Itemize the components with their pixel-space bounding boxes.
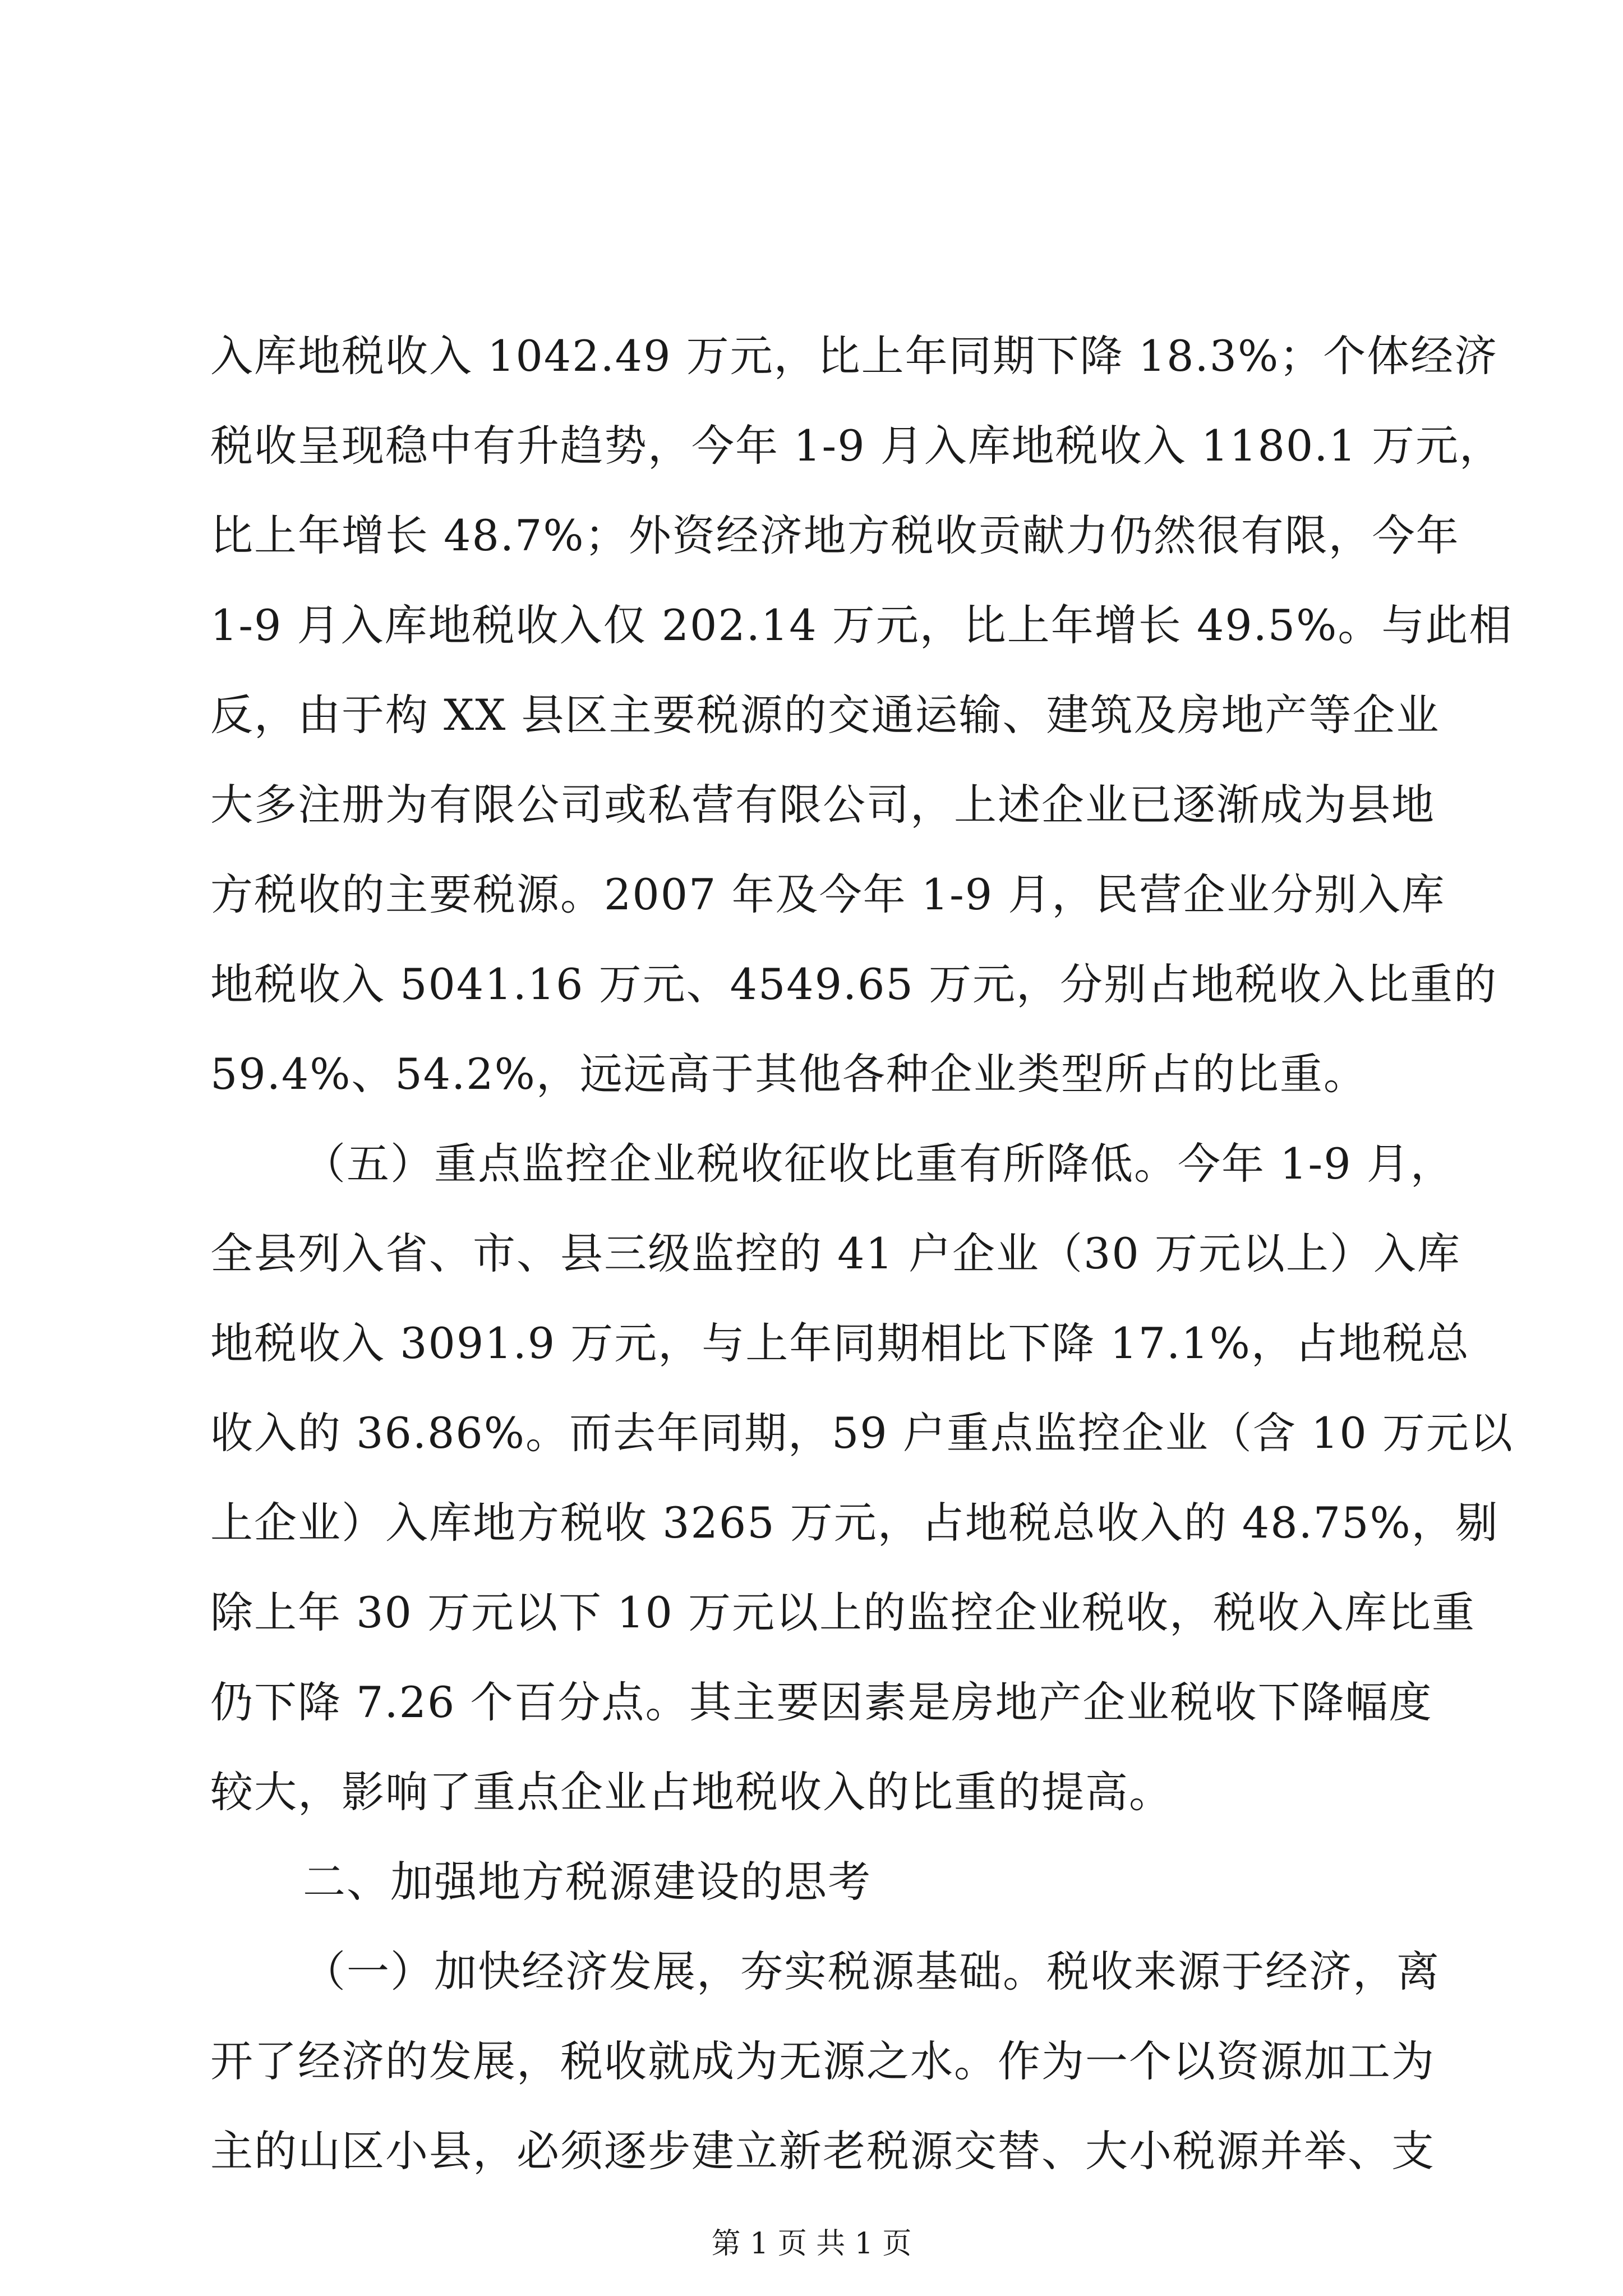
text-line-content: 大多注册为有限公司或私营有限公司，上述企业已逐渐成为县地 <box>210 780 1435 830</box>
text-line-content: 全县列入省、市、县三级监控的 41 户企业（30 万元以上）入库 <box>210 1228 1461 1278</box>
text-line <box>0 940 1623 1029</box>
paragraph-heading-line <box>0 1927 1623 2017</box>
text-line-content: 反，由于构 XX 县区主要税源的交通运输、建筑及房地产等企业 <box>210 690 1440 740</box>
text-line-content: 59.4%、54.2%，远远高于其他各种企业类型所占的比重。 <box>210 1049 1367 1099</box>
text-line <box>0 1299 1623 1388</box>
text-line <box>0 1388 1623 1478</box>
text-line <box>0 401 1623 491</box>
text-line <box>0 1658 1623 1747</box>
section-heading: 二、加强地方税源建设的思考 <box>303 1857 872 1907</box>
text-line-content: （五）重点监控企业税收征收比重有所降低。今年 1-9 月， <box>303 1139 1454 1189</box>
text-line <box>0 850 1623 940</box>
text-line-content: 主的山区小县，必须逐步建立新老税源交替、大小税源并举、支 <box>210 2126 1435 2176</box>
text-line <box>0 1029 1623 1119</box>
text-line-content: 收入的 36.86%。而去年同期，59 户重点监控企业（含 10 万元以 <box>210 1408 1514 1458</box>
paragraph-heading-line <box>0 1119 1623 1209</box>
text-line <box>0 2017 1623 2106</box>
text-line-content: 地税收入 3091.9 万元，与上年同期相比下降 17.1%，占地税总 <box>210 1318 1470 1368</box>
text-line <box>0 581 1623 670</box>
text-line <box>0 1209 1623 1299</box>
text-line <box>0 760 1623 850</box>
page-footer: 第 1 页 共 1 页 <box>711 2227 912 2261</box>
text-line-content: 1-9 月入库地税收入仅 202.14 万元，比上年增长 49.5%。与此相 <box>210 600 1513 650</box>
text-line-content: 入库地税收入 1042.49 万元，比上年同期下降 18.3%；个体经济 <box>210 331 1498 381</box>
text-line <box>0 2106 1623 2196</box>
text-line-content: 上企业）入库地方税收 3265 万元，占地税总收入的 48.75%，剔 <box>210 1498 1499 1548</box>
text-line <box>0 1568 1623 1658</box>
text-line-content: 开了经济的发展，税收就成为无源之水。作为一个以资源加工为 <box>210 2036 1435 2086</box>
section-heading-line <box>0 1837 1623 1927</box>
text-line-content: （一）加快经济发展，夯实税源基础。税收来源于经济，离 <box>303 1947 1440 1996</box>
text-line-content: 除上年 30 万元以下 10 万元以上的监控企业税收，税收入库比重 <box>210 1588 1476 1637</box>
text-line <box>0 311 1623 401</box>
text-line <box>0 1478 1623 1568</box>
text-line-content: 地税收入 5041.16 万元、4549.65 万元，分别占地税收入比重的 <box>210 959 1498 1009</box>
text-line-content: 比上年增长 48.7%；外资经济地方税收贡献力仍然很有限，今年 <box>210 510 1460 560</box>
text-line <box>0 491 1623 581</box>
text-line-content: 较大，影响了重点企业占地税收入的比重的提高。 <box>210 1767 1173 1817</box>
text-line-content: 仍下降 7.26 个百分点。其主要因素是房地产企业税收下降幅度 <box>210 1677 1433 1727</box>
text-line <box>0 1747 1623 1837</box>
text-line-content: 税收呈现稳中有升趋势，今年 1-9 月入库地税收入 1180.1 万元， <box>210 421 1503 471</box>
text-line-content: 方税收的主要税源。2007 年及今年 1-9 月，民营企业分别入库 <box>210 869 1446 919</box>
text-line <box>0 670 1623 760</box>
